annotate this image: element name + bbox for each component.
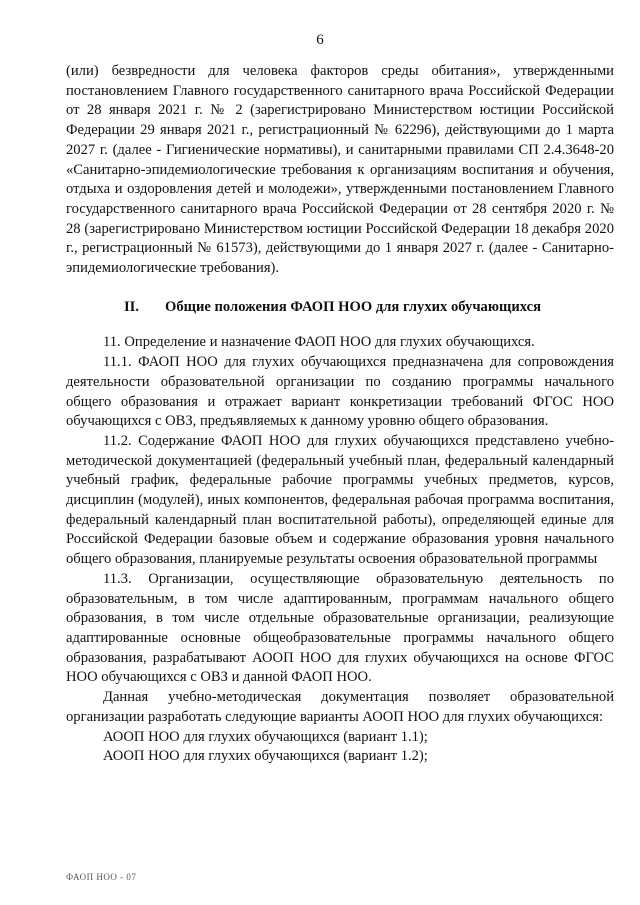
paragraph-11-2: 11.2. Содержание ФАОП НОО для глухих обучающихся представлено учебно-методической документацией (федеральный учебный план, федеральный календарный учебный график, федеральные рабочие программы учебных предметов, курсов, дисциплин (модулей), иных компонентов, федеральная рабочая программа воспитания, федеральный календарный план воспитательной работы), определяющей единые для Российской Федерации базовые объем и содержание образования уровня начального общего образования, планируемые результаты освоения образовательной программы (66, 432, 614, 568)
section-number: II. (124, 298, 140, 315)
variant-item: АООП НОО для глухих обучающихся (вариант 1.2); (103, 748, 428, 765)
page-number: 6 (316, 32, 324, 48)
section-title: Общие положения ФАОП НОО для глухих обучающихся (165, 298, 541, 315)
paragraph-11-1: 11.1. ФАОП НОО для глухих обучающихся предназначена для сопровождения деятельности образовательной организации по созданию программы начального общего образования и отражает вариант конкретизации требований ФГОС НОО обучающихся с ОВЗ, предъявляемых к данному уровню общего образования. (66, 354, 614, 430)
paragraph-11-3: 11.3. Организации, осуществляющие образовательную деятельность по образовательным, в том числе адаптированным, программам начального общего образования, в том числе отдельные образовательные организации, реализующие адаптированные основные общеобразовательные программы начального общего образования, разрабатывают АООП НОО для глухих обучающихся на основе ФГОС НОО обучающихся с ОВЗ и данной ФАОП НОО. (66, 570, 614, 686)
document-body (66, 62, 614, 767)
footer-code: ФАОП НОО - 07 (66, 872, 137, 882)
paragraph-11: 11. Определение и назначение ФАОП НОО для глухих обучающихся. (103, 334, 535, 351)
variant-item: АООП НОО для глухих обучающихся (вариант 1.1); (103, 728, 428, 745)
section-heading (66, 298, 614, 318)
paragraph-variants-intro: Данная учебно-методическая документация позволяет образовательной организации разработать следующие варианты АООП НОО для глухих обучающихся: (66, 689, 614, 725)
intro-paragraph: (или) безвредности для человека факторов среды обитания», утвержденными постановлением Главного государственного санитарного врача Российской Федерации от 28 января 2021 г. № 2 (зарегистрировано Министерством юстиции Российской Федерации 29 января 2021 г., регистрационный № 62296), действующими до 1 марта 2027 г. (далее - Гигиенические нормативы), и санитарными правилами СП 2.4.3648-20 «Санитарно-эпидемиологические требования к организациям воспитания и обучения, отдыха и оздоровления детей и молодежи», утвержденными постановлением Главного государственного санитарного врача Российской Федерации от 28 сентября 2020 г. № 28 (зарегистрировано Министерством юстиции Российской Федерации 18 декабря 2020 г., регистрационный № 61573), действующими до 1 января 2027 г. (далее - Санитарно-эпидемиологические требования). (66, 63, 614, 277)
